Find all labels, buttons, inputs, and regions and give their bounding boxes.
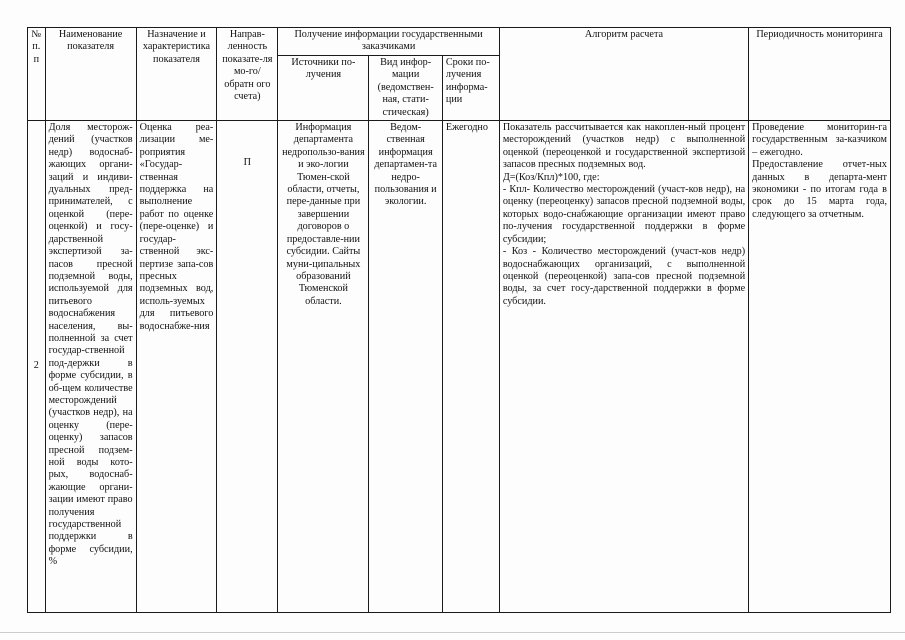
header-purpose: Назначение и характеристика показателя: [136, 28, 217, 121]
page-bottom-edge: [0, 632, 905, 633]
header-info-type: Вид инфор-мации (ведомствен-ная, стати-стическая): [369, 56, 442, 121]
header-sources: Источники по-лучения: [278, 56, 369, 121]
row-purpose: Оценка реа-лизации ме-роприятия «Государ-ственная поддержка на выполнение работ по оценке (пере-оценке) и государ-ственной экс-пертизе запа-сов пресных подземных вод, исполь-зуемых для питьевого водоснабже-ния: [136, 121, 217, 613]
row-periodicity: Проведение мониторин-га государственным за-казчиком – ежегодно. Предоставление отчет-ных данных в департа-мент экономики - по итогам года в срок до 15 марта года, следующего за отчетным.: [749, 121, 891, 613]
header-info-group: Получение информации государственными заказчиками: [278, 28, 499, 56]
row-info-type: Ведом-ственная информация департамен-та недро-пользования и экологии.: [369, 121, 442, 613]
indicator-table: [27, 27, 891, 613]
header-row-top: [28, 28, 891, 56]
header-direction: Направ-ленность показате-ля мо-го/обратн ого счета): [217, 28, 278, 121]
row-sources: Информация департамента недропользо-вания и эко-логии Тюмен-ской области, отчеты, пере-данные при завершении договоров о предоставле-нии субсидии. Сайты муни-ципальных образований Тюменской области.: [278, 121, 369, 613]
row-algorithm: Показатель рассчитывается как накоплен-ный процент месторождений (участков недр) с выполненной оценкой (переоценкой и государственной экспертизой запасов пресных подземных вод. Д=(Коз/Кпл)*100, где: - Кпл- Количество месторождений (участ-ков недр), на оценку (переоценку) запасов пресной подземной воды, которых водо-снабжающие организации имеют право по-лучения государственной поддержки в форме субсидии; - Коз - Количество месторождений (участ-ков недр) водоснабжающих организаций, с выполненной оценкой (переоценкой) запа-сов пресной подземной воды, за счет госу-дарственной поддержки в форме субсидии.: [499, 121, 748, 613]
header-periodicity: Периодичность мониторинга: [749, 28, 891, 121]
table-row: [28, 121, 891, 613]
header-name: Наименование показателя: [45, 28, 136, 121]
row-terms: Ежегодно: [442, 121, 499, 613]
row-number: 2: [28, 121, 46, 613]
header-number: № п. п: [28, 28, 46, 121]
row-indicator-name: Доля месторож-дений (участков недр) водоснаб-жающих органи-заций и индиви-дуальных пред-принимателей, с оценкой (пере-оценкой) и госу-дарственной экспертизой за-пасов пресной подземной воды, используемой для питьевого водоснабжения населения, вы-полненной за счет государ-ственной под-держки в форме субсидии, в об-щем количестве месторождений (участков недр), на оценку (пере-оценку) запасов пресной подзем-ной воды кото-рых, водоснаб-жающие органи-зации имеют право получения государственной поддержки в форме субсидии, %: [45, 121, 136, 613]
header-algorithm: Алгоритм расчета: [499, 28, 748, 121]
row-direction: П: [217, 121, 278, 613]
header-terms: Сроки по-лучения информа-ции: [442, 56, 499, 121]
